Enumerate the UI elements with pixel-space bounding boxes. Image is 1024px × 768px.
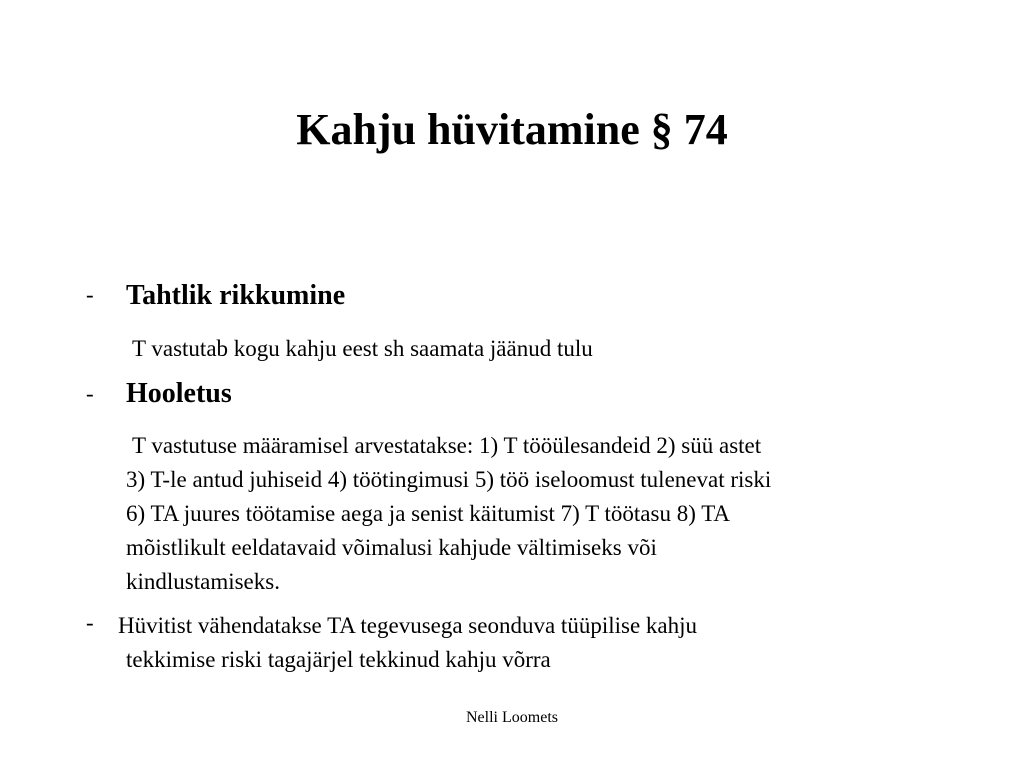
paragraph-line: mõistlikult eeldatavaid võimalusi kahjude vältimiseks või xyxy=(126,535,657,560)
paragraph-line: T vastutuse määramisel arvestatakse: 1) T tööülesandeid 2) süü astet xyxy=(132,433,762,458)
section-paragraph xyxy=(126,429,946,599)
paragraph-line: kindlustamiseks. xyxy=(126,569,280,594)
bullet-dash: - xyxy=(86,282,94,307)
section-text: T vastutab kogu kahju eest sh saamata jäänud tulu xyxy=(132,336,593,361)
slide-footer: Nelli Loomets xyxy=(466,709,558,726)
bullet-dash: - xyxy=(86,610,94,635)
paragraph-line: Hüvitist vähendatakse TA tegevusega seonduva tüüpilise kahju xyxy=(118,613,697,638)
paragraph-line: 6) TA juures töötamise aega ja senist käitumist 7) T töötasu 8) TA xyxy=(126,501,731,526)
slide-title: Kahju hüvitamine § 74 xyxy=(296,105,728,154)
paragraph-line: tekkimise riski tagajärjel tekkinud kahju võrra xyxy=(126,647,551,672)
bullet-dash: - xyxy=(86,381,94,406)
section-heading: Hooletus xyxy=(126,378,232,409)
section-paragraph xyxy=(118,609,938,677)
paragraph-line: 3) T-le antud juhiseid 4) töötingimusi 5) töö iseloomust tulenevat riski xyxy=(126,467,772,492)
section-heading: Tahtlik rikkumine xyxy=(126,280,346,311)
